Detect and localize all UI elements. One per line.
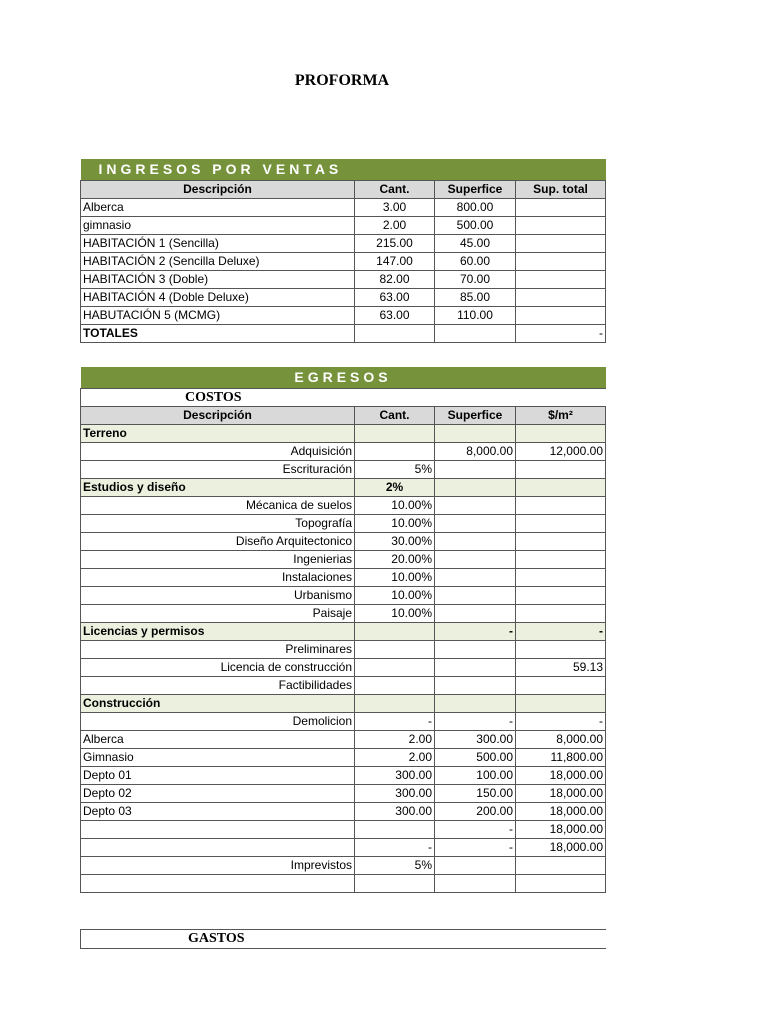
table-cell[interactable]: gimnasio	[81, 217, 355, 235]
column-header: Cant.	[355, 407, 435, 425]
table-cell[interactable]: Imprevistos	[81, 857, 355, 875]
table-cell[interactable]: -	[435, 839, 516, 857]
section-row	[81, 695, 606, 713]
table-cell[interactable]: Demolicion	[81, 713, 355, 731]
table-cell[interactable]: 10.00%	[355, 605, 435, 623]
table-cell[interactable]	[435, 569, 516, 587]
table-cell[interactable]: 5%	[355, 857, 435, 875]
gastos-title: GASTOS	[188, 931, 245, 946]
table-cell[interactable]: -	[435, 623, 516, 641]
egresos-header-row	[81, 407, 606, 425]
table-cell[interactable]: 60.00	[435, 253, 516, 271]
table-row	[81, 551, 606, 569]
table-cell[interactable]: -	[355, 713, 435, 731]
table-cell[interactable]	[355, 677, 435, 695]
table-cell[interactable]	[516, 289, 606, 307]
table-cell[interactable]: -	[435, 713, 516, 731]
table-row	[81, 569, 606, 587]
ingresos-table	[80, 159, 606, 343]
section-row	[81, 479, 606, 497]
table-cell[interactable]	[516, 551, 606, 569]
table-cell[interactable]	[435, 587, 516, 605]
table-cell[interactable]: Diseño Arquitectonico	[81, 533, 355, 551]
table-cell[interactable]: 5%	[355, 461, 435, 479]
table-cell[interactable]	[435, 461, 516, 479]
table-cell[interactable]: 215.00	[355, 235, 435, 253]
table-cell[interactable]: Licencias y permisos	[81, 623, 355, 641]
ingresos-banner	[81, 159, 606, 181]
table-cell[interactable]	[516, 271, 606, 289]
table-cell[interactable]	[516, 641, 606, 659]
table-cell[interactable]	[516, 497, 606, 515]
table-cell[interactable]	[81, 875, 355, 893]
table-cell[interactable]: Urbanismo	[81, 587, 355, 605]
table-cell[interactable]	[516, 425, 606, 443]
table-cell[interactable]: Paisaje	[81, 605, 355, 623]
table-cell[interactable]	[81, 839, 355, 857]
gastos-header	[80, 929, 606, 949]
table-cell[interactable]: Alberca	[81, 731, 355, 749]
table-row	[81, 875, 606, 893]
table-cell[interactable]	[435, 497, 516, 515]
table-cell[interactable]	[516, 857, 606, 875]
table-cell[interactable]: 150.00	[435, 785, 516, 803]
ingresos-banner-title: INGRESOS POR VENTAS	[81, 159, 606, 181]
column-header: Descripción	[81, 181, 355, 199]
column-header: $/m²	[516, 407, 606, 425]
table-cell[interactable]	[81, 821, 355, 839]
table-cell[interactable]	[516, 479, 606, 497]
table-cell[interactable]: 8,000.00	[516, 731, 606, 749]
egresos-table	[80, 367, 606, 893]
table-cell[interactable]	[435, 515, 516, 533]
table-cell[interactable]: 147.00	[355, 253, 435, 271]
column-header: Descripción	[81, 407, 355, 425]
table-cell[interactable]	[355, 623, 435, 641]
table-cell[interactable]	[435, 425, 516, 443]
table-cell[interactable]: 18,000.00	[516, 785, 606, 803]
table-row	[81, 515, 606, 533]
table-cell[interactable]: 70.00	[435, 271, 516, 289]
table-cell[interactable]	[435, 875, 516, 893]
table-cell[interactable]: 45.00	[435, 235, 516, 253]
table-row	[81, 443, 606, 461]
table-cell[interactable]: 12,000.00	[516, 443, 606, 461]
table-row	[81, 461, 606, 479]
table-cell[interactable]	[355, 875, 435, 893]
table-cell[interactable]: Escrituración	[81, 461, 355, 479]
table-cell[interactable]	[355, 659, 435, 677]
table-cell[interactable]: 63.00	[355, 307, 435, 325]
table-row	[81, 199, 606, 217]
table-cell[interactable]	[355, 695, 435, 713]
table-cell[interactable]: Depto 03	[81, 803, 355, 821]
table-cell[interactable]: 10.00%	[355, 569, 435, 587]
column-header: Superfice	[435, 407, 516, 425]
table-cell[interactable]	[355, 443, 435, 461]
table-cell[interactable]: -	[516, 325, 606, 343]
table-cell[interactable]: -	[355, 839, 435, 857]
table-row	[81, 767, 606, 785]
table-cell[interactable]: Mécanica de suelos	[81, 497, 355, 515]
table-cell[interactable]	[435, 641, 516, 659]
table-cell[interactable]: 30.00%	[355, 533, 435, 551]
table-cell[interactable]	[516, 569, 606, 587]
table-row	[81, 857, 606, 875]
table-cell[interactable]: 59.13	[516, 659, 606, 677]
table-cell[interactable]: Gimnasio	[81, 749, 355, 767]
table-cell[interactable]: -	[516, 713, 606, 731]
table-cell[interactable]: 100.00	[435, 767, 516, 785]
table-cell[interactable]: 800.00	[435, 199, 516, 217]
table-row	[81, 497, 606, 515]
ingresos-header-row	[81, 181, 606, 199]
table-cell[interactable]: 3.00	[355, 199, 435, 217]
table-cell[interactable]	[516, 605, 606, 623]
column-header: Sup. total	[516, 181, 606, 199]
table-cell[interactable]: Depto 01	[81, 767, 355, 785]
table-cell[interactable]	[516, 217, 606, 235]
table-row	[81, 235, 606, 253]
table-cell[interactable]	[516, 587, 606, 605]
table-cell[interactable]	[516, 875, 606, 893]
table-cell[interactable]	[355, 821, 435, 839]
table-cell[interactable]: 18,000.00	[516, 767, 606, 785]
table-cell[interactable]: 11,800.00	[516, 749, 606, 767]
table-cell[interactable]: Depto 02	[81, 785, 355, 803]
table-cell[interactable]	[355, 425, 435, 443]
table-cell[interactable]	[355, 325, 435, 343]
table-row	[81, 821, 606, 839]
table-cell[interactable]: 10.00%	[355, 497, 435, 515]
table-row	[81, 587, 606, 605]
table-cell[interactable]	[435, 695, 516, 713]
table-row	[81, 271, 606, 289]
table-cell[interactable]: Alberca	[81, 199, 355, 217]
table-cell[interactable]: 2.00	[355, 731, 435, 749]
table-cell[interactable]: 200.00	[435, 803, 516, 821]
table-row	[81, 641, 606, 659]
egresos-banner-title: EGRESOS	[81, 367, 606, 389]
table-row	[81, 533, 606, 551]
table-row	[81, 289, 606, 307]
table-row	[81, 803, 606, 821]
page-title: PROFORMA	[294, 72, 390, 89]
table-row	[81, 731, 606, 749]
table-row	[81, 659, 606, 677]
table-cell[interactable]	[355, 641, 435, 659]
table-cell[interactable]	[516, 677, 606, 695]
table-row	[81, 749, 606, 767]
table-cell[interactable]: Estudios y diseño	[81, 479, 355, 497]
table-row	[81, 605, 606, 623]
table-cell[interactable]: 82.00	[355, 271, 435, 289]
table-cell[interactable]: HABUTACIÓN 5 (MCMG)	[81, 307, 355, 325]
table-cell[interactable]: 8,000.00	[435, 443, 516, 461]
table-cell[interactable]: Construcción	[81, 695, 355, 713]
table-cell[interactable]: 18,000.00	[516, 839, 606, 857]
table-cell[interactable]: Preliminares	[81, 641, 355, 659]
section-row	[81, 425, 606, 443]
egresos-banner	[81, 367, 606, 389]
table-cell[interactable]: Ingenierias	[81, 551, 355, 569]
table-cell[interactable]: -	[435, 821, 516, 839]
table-cell[interactable]: 300.00	[355, 785, 435, 803]
table-cell[interactable]	[435, 659, 516, 677]
table-cell[interactable]: Terreno	[81, 425, 355, 443]
table-cell[interactable]	[435, 533, 516, 551]
costos-row	[81, 389, 606, 407]
table-cell[interactable]	[516, 533, 606, 551]
table-cell[interactable]	[516, 695, 606, 713]
table-cell[interactable]: 18,000.00	[516, 803, 606, 821]
table-cell[interactable]	[435, 325, 516, 343]
table-cell[interactable]: 85.00	[435, 289, 516, 307]
table-row	[81, 677, 606, 695]
table-row	[81, 839, 606, 857]
table-cell[interactable]: 20.00%	[355, 551, 435, 569]
table-cell[interactable]: Adquisición	[81, 443, 355, 461]
table-cell[interactable]	[435, 479, 516, 497]
table-cell[interactable]: 63.00	[355, 289, 435, 307]
table-cell[interactable]: TOTALES	[81, 325, 355, 343]
table-cell[interactable]: 500.00	[435, 749, 516, 767]
column-header: Superfice	[435, 181, 516, 199]
table-row	[81, 217, 606, 235]
table-cell[interactable]: 10.00%	[355, 515, 435, 533]
column-header: Cant.	[355, 181, 435, 199]
table-cell[interactable]: 18,000.00	[516, 821, 606, 839]
table-cell[interactable]: HABITACIÓN 1 (Sencilla)	[81, 235, 355, 253]
table-cell[interactable]	[516, 307, 606, 325]
table-cell[interactable]: HABITACIÓN 3 (Doble)	[81, 271, 355, 289]
table-cell[interactable]: Topografía	[81, 515, 355, 533]
table-cell[interactable]: HABITACIÓN 2 (Sencilla Deluxe)	[81, 253, 355, 271]
table-cell[interactable]	[516, 461, 606, 479]
table-row	[81, 785, 606, 803]
table-cell[interactable]	[516, 515, 606, 533]
table-cell[interactable]: 10.00%	[355, 587, 435, 605]
table-cell[interactable]	[516, 253, 606, 271]
table-cell[interactable]	[516, 199, 606, 217]
table-row	[81, 307, 606, 325]
table-cell[interactable]: 2.00	[355, 217, 435, 235]
table-cell[interactable]: HABITACIÓN 4 (Doble Deluxe)	[81, 289, 355, 307]
totals-row	[81, 325, 606, 343]
table-cell[interactable]	[435, 605, 516, 623]
table-cell[interactable]	[516, 235, 606, 253]
table-cell[interactable]: 110.00	[435, 307, 516, 325]
table-cell[interactable]: 500.00	[435, 217, 516, 235]
table-cell[interactable]: 2%	[355, 479, 435, 497]
table-cell[interactable]: Factibilidades	[81, 677, 355, 695]
table-cell[interactable]: -	[516, 623, 606, 641]
table-cell[interactable]	[435, 551, 516, 569]
table-cell[interactable]: Instalaciones	[81, 569, 355, 587]
table-row	[81, 253, 606, 271]
table-cell[interactable]: 2.00	[355, 749, 435, 767]
table-cell[interactable]: 300.00	[435, 731, 516, 749]
section-row	[81, 623, 606, 641]
table-row	[81, 713, 606, 731]
table-cell[interactable]: 300.00	[355, 803, 435, 821]
table-cell[interactable]: 300.00	[355, 767, 435, 785]
costos-title: COSTOS	[81, 389, 606, 407]
table-cell[interactable]: Licencia de construcción	[81, 659, 355, 677]
table-cell[interactable]	[435, 857, 516, 875]
table-cell[interactable]	[435, 677, 516, 695]
